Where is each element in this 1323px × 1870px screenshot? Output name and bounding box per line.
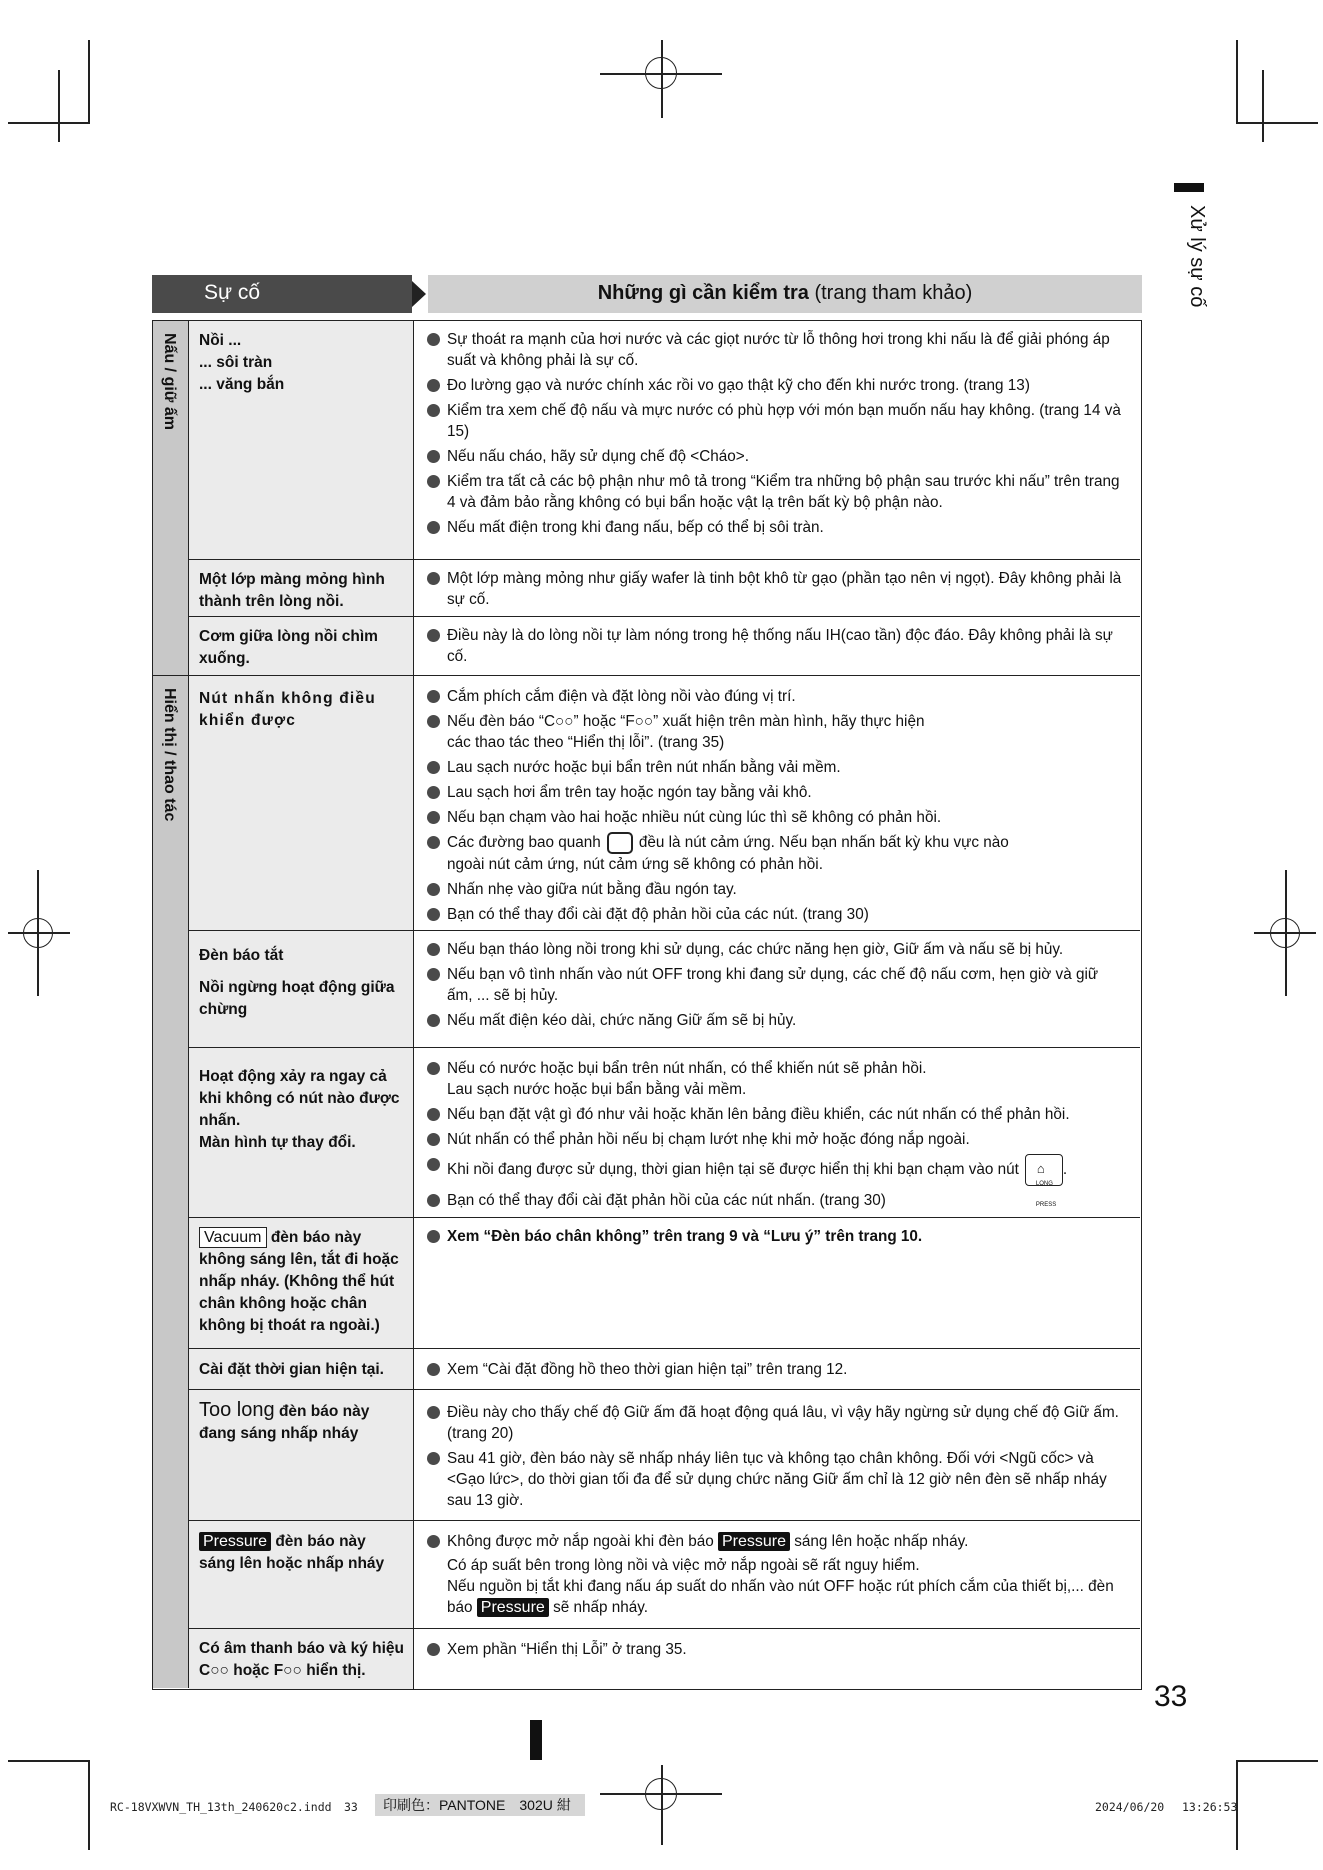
- center-mark: [530, 1720, 542, 1760]
- check-text: Không được mở nắp ngoài khi đèn báo: [447, 1533, 714, 1550]
- issue-text: đèn báo này không sáng lên, tắt đi hoặc nhấp nháy. (Không thể hút chân không hoặc chân không bị thoát ra ngoài.): [199, 1229, 399, 1334]
- header-check-ref: (trang tham khảo): [808, 282, 973, 304]
- issue-text: Nồi ...: [199, 332, 242, 349]
- check-list: [427, 939, 1127, 1035]
- check-item: Cắm phích cắm điện và đặt lòng nồi vào đúng vị trí.: [427, 686, 1127, 707]
- issue-cell: [189, 1390, 414, 1521]
- check-item: [427, 832, 1127, 875]
- check-item: Nếu bạn tháo lòng nồi trong khi sử dụng, các chức năng hẹn giờ, Giữ ấm và nấu sẽ bị hủy.: [427, 939, 1127, 960]
- table-row: [189, 559, 1140, 617]
- page-number: 33: [1154, 1680, 1188, 1713]
- issue-cell: Một lớp màng mỏng hình thành trên lòng nồi.: [189, 560, 414, 617]
- check-item: Kiểm tra xem chế độ nấu và mực nước có phù hợp với món bạn muốn nấu hay không. (trang 14 và 15): [427, 400, 1127, 442]
- table-row: [189, 1389, 1140, 1521]
- side-tab-bar: [1174, 183, 1204, 192]
- crop-mark: [88, 1760, 90, 1850]
- troubleshooting-table: [152, 320, 1142, 1690]
- issue-cell: Cài đặt thời gian hiện tại.: [189, 1349, 414, 1390]
- check-item: Xem “Đèn báo chân không” trên trang 9 và “Lưu ý” trên trang 10.: [427, 1226, 1127, 1247]
- registration-circle: [645, 57, 677, 89]
- issue-text: đèn báo này đang sáng nhấp nháy: [199, 1403, 370, 1442]
- check-item: Xem phần “Hiển thị Lỗi” ở trang 35.: [427, 1639, 1127, 1660]
- check-item: Nút nhấn có thể phản hồi nếu bị chạm lướt nhẹ khi mở hoặc đóng nắp ngoài.: [427, 1129, 1127, 1150]
- crop-mark: [88, 40, 90, 124]
- issue-text: Đèn báo tắt: [199, 947, 284, 964]
- check-item: [427, 711, 1127, 753]
- check-item: Điều này cho thấy chế độ Giữ ấm đã hoạt động quá lâu, vì vậy hãy ngừng sử dụng chế độ Giữ ấm. (trang 20): [427, 1402, 1127, 1444]
- footer-date: 2024/06/20: [1095, 1800, 1165, 1814]
- table-row: [189, 321, 1140, 559]
- check-list: [427, 568, 1127, 614]
- check-text: Nếu có nước hoặc bụi bẩn trên nút nhấn, có thể khiến nút sẽ phản hồi.: [447, 1060, 927, 1077]
- check-item: Nếu mất điện trong khi đang nấu, bếp có thể bị sôi tràn.: [427, 517, 1127, 538]
- header-arrow-icon: [412, 281, 426, 307]
- issue-cell: [189, 931, 414, 1048]
- issue-cell: Cơm giữa lòng nồi chìm xuống.: [189, 617, 414, 676]
- check-list: [427, 329, 1127, 542]
- header-check-cell: [428, 275, 1142, 313]
- check-text: ngoài nút cảm ứng, nút cảm ứng sẽ không có phản hồi.: [447, 856, 823, 873]
- check-item: Nếu bạn đặt vật gì đó như vải hoặc khăn lên bảng điều khiển, các nút nhấn có thể phản hồi.: [427, 1104, 1127, 1125]
- footer-ink-color: 印刷色：PANTONE 302U 紺: [375, 1794, 585, 1816]
- check-text: Các đường bao quanh: [447, 834, 601, 852]
- footer-file-name: RC-18VXWVN_TH_13th_240620c2.indd: [110, 1800, 332, 1814]
- crop-mark: [1236, 40, 1238, 124]
- check-item: Một lớp màng mỏng như giấy wafer là tinh bột khô từ gạo (phần tạo nên vị ngọt). Đây không phải là sự cố.: [427, 568, 1127, 610]
- table-row: [189, 1520, 1140, 1629]
- check-text: sẽ nhấp nháy.: [553, 1599, 649, 1616]
- crop-mark: [1236, 122, 1318, 124]
- touch-outline-icon: [607, 832, 633, 854]
- check-item: Nếu bạn chạm vào hai hoặc nhiều nút cùng lúc thì sẽ không có phản hồi.: [427, 807, 1127, 828]
- check-item: Nếu nấu cháo, hãy sử dụng chế độ <Cháo>.: [427, 446, 1127, 467]
- check-item: Nhấn nhẹ vào giữa nút bằng đầu ngón tay.: [427, 879, 1127, 900]
- check-list: [427, 1531, 1127, 1622]
- check-item: Sự thoát ra mạnh của hơi nước và các giọt nước từ lỗ thông hơi trong khi nấu là để giải phóng áp suất và không phải là sự cố.: [427, 329, 1127, 371]
- check-item: Nếu bạn vô tình nhấn vào nút OFF trong khi đang sử dụng, các chế độ nấu cơm, hẹn giờ và giữ ấm, ... sẽ bị hủy.: [427, 964, 1127, 1006]
- check-item: [427, 1058, 1127, 1100]
- check-text: Lau sạch nước hoặc bụi bẩn bằng vải mềm.: [447, 1081, 747, 1098]
- check-item: Bạn có thể thay đổi cài đặt phản hồi của các nút nhấn. (trang 30): [427, 1190, 1127, 1211]
- crop-mark: [8, 122, 90, 124]
- check-list: [427, 625, 1127, 671]
- issue-text: Màn hình tự thay đổi.: [199, 1134, 356, 1151]
- issue-text: ... sôi tràn: [199, 354, 273, 371]
- check-text: sáng lên hoặc nhấp nháy.: [794, 1533, 969, 1550]
- table-row: [189, 1628, 1140, 1689]
- too-long-indicator: Too long: [199, 1399, 275, 1421]
- check-item: Nếu mất điện kéo dài, chức năng Giữ ấm sẽ bị hủy.: [427, 1010, 1127, 1031]
- check-item: Lau sạch hơi ẩm trên tay hoặc ngón tay bằng vải khô.: [427, 782, 1127, 803]
- table-row: [189, 930, 1140, 1048]
- check-list: [427, 1226, 1127, 1251]
- table-header: [152, 275, 1142, 313]
- check-list: [427, 1639, 1127, 1664]
- pressure-indicator: Pressure: [199, 1532, 271, 1551]
- check-text: các thao tác theo “Hiển thị lỗi”. (trang 35): [447, 734, 725, 751]
- vacuum-indicator: Vacuum: [199, 1227, 267, 1248]
- footer-file-page: 33: [344, 1800, 358, 1814]
- crop-mark: [1262, 70, 1264, 142]
- category-cooking: [153, 321, 189, 675]
- table-row: [189, 616, 1140, 676]
- check-list: [427, 1402, 1127, 1515]
- table-row: [189, 1047, 1140, 1218]
- pressure-indicator: Pressure: [477, 1598, 549, 1617]
- issue-text: Hoạt động xảy ra ngay cả khi không có nút nào được nhấn.: [199, 1068, 400, 1129]
- crop-mark: [8, 1760, 90, 1762]
- registration-circle: [645, 1778, 677, 1810]
- category-label: Hiển thị / thao tác: [161, 688, 178, 822]
- table-row: [189, 1348, 1140, 1390]
- issue-cell: [189, 1218, 414, 1349]
- long-press-label: LONG PRESS: [1035, 1181, 1057, 1208]
- check-item: Xem “Cài đặt đồng hồ theo thời gian hiện tại” trên trang 12.: [427, 1359, 1127, 1380]
- crop-mark: [1236, 1760, 1318, 1762]
- check-item: Khi nồi đang được sử dụng, thời gian hiện tại sẽ được hiển thị khi bạn chạm vào nút ⌂ LONG PRESS .: [427, 1154, 1127, 1186]
- footer-time: 13:26:53: [1182, 1800, 1238, 1814]
- table-row: [189, 1217, 1140, 1349]
- check-text: Có áp suất bên trong lòng nồi và việc mở nắp ngoài sẽ rất nguy hiểm.: [447, 1557, 920, 1574]
- check-item: Lau sạch nước hoặc bụi bẩn trên nút nhấn bằng vải mềm.: [427, 757, 1127, 778]
- check-item: Kiểm tra tất cả các bộ phận như mô tả trong “Kiểm tra những bộ phận sau trước khi nấu” trên trang 4 và đảm bảo rằng không có bụi bẩn hoặc vật lạ trên bất kỳ bộ phận nào.: [427, 471, 1127, 513]
- issue-cell: Có âm thanh báo và ký hiệu C○○ hoặc F○○ hiển thị.: [189, 1629, 414, 1689]
- check-list: [427, 1359, 1127, 1384]
- issue-cell: [189, 1521, 414, 1629]
- check-list: [427, 1058, 1127, 1215]
- check-item: Bạn có thể thay đổi cài đặt độ phản hồi của các nút. (trang 30): [427, 904, 1127, 925]
- check-item: [427, 1531, 1127, 1618]
- category-display: [153, 675, 189, 1688]
- check-text: Khi nồi đang được sử dụng, thời gian hiện tại sẽ được hiển thị khi bạn chạm vào nút: [447, 1161, 1019, 1179]
- check-item: Sau 41 giờ, đèn báo này sẽ nhấp nháy liên tục và không tạo chân không. Đối với <Ngũ cốc> và <Gạo lức>, do thời gian tối đa để sử dụng chức năng Giữ ấm chỉ là 12 giờ nên đèn sẽ nhấp nháy sau 13 giờ.: [427, 1448, 1127, 1511]
- registration-circle: [23, 918, 53, 948]
- check-item: Điều này là do lòng nồi tự làm nóng trong hệ thống nấu IH(cao tần) độc đáo. Đây không phải là sự cố.: [427, 625, 1127, 667]
- check-text: đều là nút cảm ứng. Nếu bạn nhấn bất kỳ khu vực nào: [638, 834, 1009, 852]
- check-item: Đo lường gạo và nước chính xác rồi vo gạo thật kỹ cho đến khi nước trong. (trang 13): [427, 375, 1127, 396]
- check-list: [427, 686, 1127, 929]
- long-press-button-icon: ⌂ LONG PRESS: [1025, 1154, 1063, 1186]
- category-label: Nấu / giữ ấm: [161, 333, 178, 430]
- table-row: [189, 675, 1140, 931]
- issue-text: đèn báo này sáng lên hoặc nhấp nháy: [199, 1533, 385, 1572]
- crop-mark: [58, 70, 60, 142]
- registration-circle: [1270, 918, 1300, 948]
- pressure-indicator: Pressure: [718, 1532, 790, 1551]
- header-issue-label: Sự cố: [204, 281, 261, 304]
- issue-text: ... văng bắn: [199, 376, 285, 393]
- check-text: Nếu đèn báo “C○○” hoặc “F○○” xuất hiện trên màn hình, hãy thực hiện: [447, 713, 925, 730]
- issue-cell: [189, 1048, 414, 1218]
- issue-cell: [189, 321, 414, 559]
- issue-cell: Nút nhấn không điều khiển được: [189, 676, 414, 931]
- issue-text: Nồi ngừng hoạt động giữa chừng: [199, 979, 395, 1018]
- header-issue-cell: [152, 275, 412, 313]
- header-check-label: Những gì cần kiểm tra: [597, 282, 809, 304]
- check-text: Nếu nguồn bị tắt khi đang nấu áp suất do nhấn vào nút OFF hoặc rút phích cắm của thiết bị,... đèn báo: [447, 1578, 1114, 1616]
- side-section-title: Xử lý sự cố: [1186, 205, 1208, 308]
